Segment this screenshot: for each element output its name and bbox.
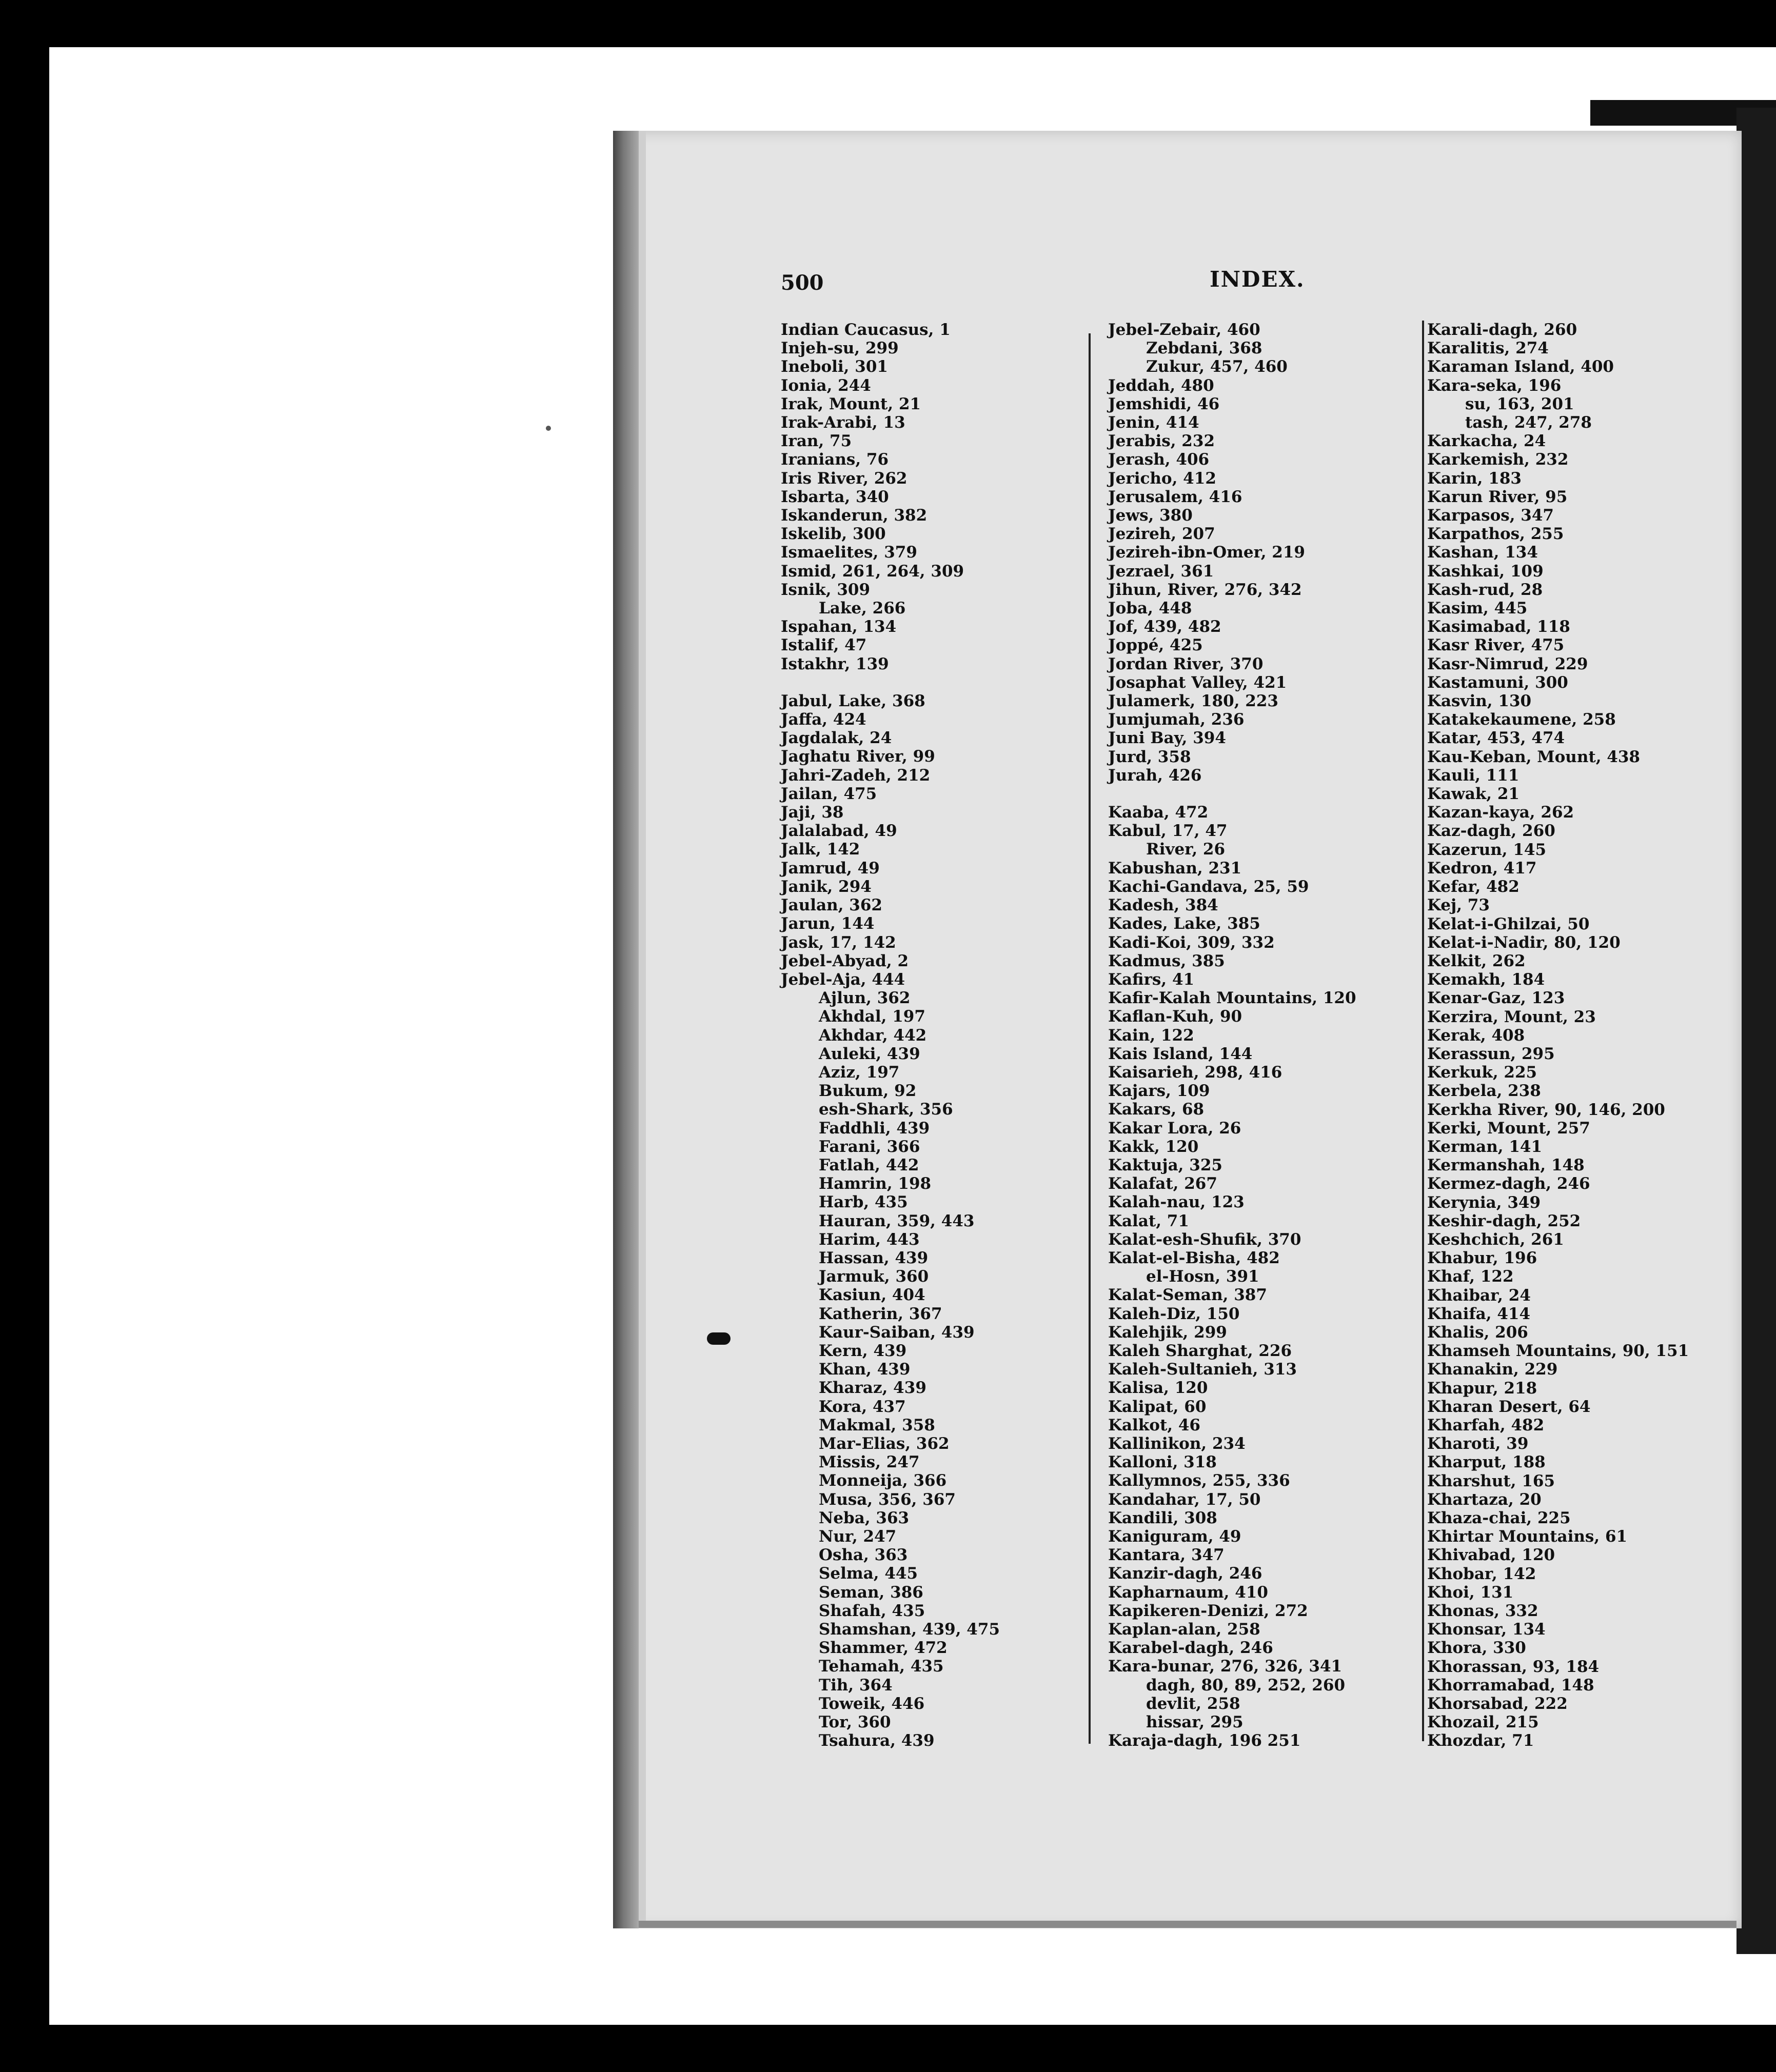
index-entry: Kabul, 17, 47	[1108, 822, 1228, 841]
index-entry: Kallymnos, 255, 336	[1108, 1471, 1290, 1490]
index-entry: Isnik, 309	[781, 580, 871, 599]
index-entry: Joba, 448	[1108, 599, 1192, 618]
index-subentry: su, 163, 201	[1465, 394, 1574, 413]
index-entry: Kalloni, 318	[1108, 1453, 1217, 1472]
index-entry: Juni Bay, 394	[1108, 729, 1226, 748]
index-subentry: Selma, 445	[819, 1564, 918, 1583]
index-subentry: Khan, 439	[819, 1360, 911, 1379]
index-entry: Kaniguram, 49	[1108, 1527, 1241, 1546]
index-entry: Jarun, 144	[781, 914, 875, 933]
index-entry: Kaflan-Kuh, 90	[1108, 1007, 1242, 1026]
index-entry: Kapharnaum, 410	[1108, 1583, 1268, 1602]
index-entry: Kandahar, 17, 50	[1108, 1490, 1261, 1509]
index-entry: Kej, 73	[1427, 896, 1490, 915]
index-entry: Kalipat, 60	[1108, 1397, 1207, 1416]
index-entry: Jahri-Zadeh, 212	[781, 766, 931, 785]
index-subentry: Bukum, 92	[819, 1082, 917, 1101]
index-subentry: Kharaz, 439	[819, 1379, 926, 1398]
index-entry: Kenar-Gaz, 123	[1427, 989, 1565, 1008]
index-entry: Keshir-dagh, 252	[1427, 1211, 1581, 1230]
index-entry: Kais Island, 144	[1108, 1044, 1253, 1063]
index-entry: Kades, Lake, 385	[1108, 914, 1260, 933]
index-entry: Kabushan, 231	[1108, 859, 1242, 878]
index-subentry: Tsahura, 439	[819, 1731, 935, 1750]
ink-smudge	[707, 1332, 731, 1345]
index-entry: Kafirs, 41	[1108, 970, 1195, 989]
index-entry: Istakhr, 139	[781, 654, 889, 673]
index-entry: Khaifa, 414	[1427, 1304, 1531, 1323]
index-subentry: Tor, 360	[819, 1713, 891, 1732]
index-entry: Keshchich, 261	[1427, 1230, 1564, 1249]
index-entry: Jaffa, 424	[781, 710, 866, 729]
index-entry: Isbarta, 340	[781, 487, 889, 506]
index-subentry: Zebdani, 368	[1146, 339, 1262, 358]
index-entry: Jeddah, 480	[1108, 376, 1214, 395]
index-entry: Istalif, 47	[781, 636, 867, 655]
index-entry: Khozdar, 71	[1427, 1731, 1534, 1750]
index-entry: Kafir-Kalah Mountains, 120	[1108, 989, 1356, 1008]
index-entry: Ineboli, 301	[781, 357, 888, 376]
index-entry: Kaplan-alan, 258	[1108, 1620, 1260, 1639]
index-entry: Khoi, 131	[1427, 1583, 1514, 1602]
index-entry: Kasim, 445	[1427, 599, 1528, 618]
index-subentry: Shammer, 472	[819, 1639, 948, 1658]
index-entry: Irak-Arabi, 13	[781, 413, 905, 432]
index-entry: Ionia, 244	[781, 376, 871, 395]
index-subentry: dagh, 80, 89, 252, 260	[1146, 1676, 1346, 1695]
index-entry: Iskanderun, 382	[781, 506, 928, 525]
index-subentry: Neba, 363	[819, 1508, 910, 1527]
index-entry: Iran, 75	[781, 432, 852, 451]
index-entry: Karin, 183	[1427, 469, 1522, 488]
index-entry: Karun River, 95	[1427, 487, 1568, 506]
index-entry: Injeh-su, 299	[781, 339, 899, 358]
index-entry: Jebel-Abyad, 2	[781, 951, 909, 970]
index-subentry: Farani, 366	[819, 1137, 920, 1156]
index-entry: Jerash, 406	[1108, 450, 1210, 469]
scan-speck	[546, 426, 551, 431]
index-column-1	[781, 321, 1000, 1750]
index-entry: Kanzir-dagh, 246	[1108, 1564, 1262, 1583]
index-entry: Kharput, 188	[1427, 1453, 1546, 1472]
index-entry: Kakk, 120	[1108, 1137, 1199, 1156]
index-entry: Karaja-dagh, 196 251	[1108, 1731, 1301, 1750]
index-entry: Jezireh, 207	[1108, 525, 1215, 544]
index-entry: Kalat-Seman, 387	[1108, 1286, 1267, 1305]
index-entry: Jemshidi, 46	[1108, 394, 1220, 413]
index-entry: Kalafat, 267	[1108, 1174, 1217, 1193]
index-entry: Khanakin, 229	[1427, 1360, 1558, 1379]
index-subentry: Akhdar, 442	[819, 1026, 927, 1045]
index-subentry: Shamshan, 439, 475	[819, 1620, 1000, 1639]
index-entry: Kerassun, 295	[1427, 1044, 1555, 1063]
index-entry: Kallinikon, 234	[1108, 1434, 1246, 1453]
index-entry: Karalitis, 274	[1427, 339, 1549, 358]
index-entry: Katar, 453, 474	[1427, 729, 1565, 748]
index-subentry: Ajlun, 362	[819, 989, 911, 1008]
index-subentry: Osha, 363	[819, 1546, 908, 1565]
index-entry: Jailan, 475	[781, 784, 877, 803]
index-subentry: Kasiun, 404	[819, 1286, 925, 1305]
index-subentry: Kern, 439	[819, 1341, 907, 1360]
index-subentry: Hassan, 439	[819, 1248, 929, 1267]
index-entry: Iskelib, 300	[781, 525, 886, 544]
running-head: INDEX.	[1210, 267, 1305, 292]
index-entry: Kantara, 347	[1108, 1546, 1225, 1565]
index-entry: Kerman, 141	[1427, 1137, 1543, 1156]
index-entry: Kachi-Gandava, 25, 59	[1108, 877, 1309, 896]
index-entry: Kasr River, 475	[1427, 636, 1565, 655]
index-entry: Karpathos, 255	[1427, 525, 1564, 544]
index-entry: Khabur, 196	[1427, 1249, 1537, 1268]
index-entry: Janik, 294	[781, 877, 872, 896]
index-entry: Jericho, 412	[1108, 469, 1216, 488]
index-entry: Jordan River, 370	[1108, 654, 1264, 673]
index-column-2	[1108, 321, 1356, 1750]
index-entry: Jumjumah, 236	[1108, 710, 1245, 729]
index-entry: Karkemish, 232	[1427, 450, 1569, 469]
index-entry: Jaji, 38	[781, 803, 844, 822]
index-subentry: Zukur, 457, 460	[1146, 357, 1288, 376]
index-entry: Kaaba, 472	[1108, 803, 1209, 822]
index-entry: Karkacha, 24	[1427, 432, 1546, 451]
index-subentry: Makmal, 358	[819, 1416, 935, 1435]
index-entry: Kharfah, 482	[1427, 1416, 1545, 1435]
index-entry: Karabel-dagh, 246	[1108, 1639, 1273, 1658]
page-gutter-shade	[639, 131, 646, 1928]
index-entry: Katakekaumene, 258	[1427, 710, 1616, 729]
index-entry: Kash-rud, 28	[1427, 580, 1543, 599]
index-entry: Kain, 122	[1108, 1026, 1194, 1045]
index-subentry: Seman, 386	[819, 1583, 923, 1602]
index-entry: Jerusalem, 416	[1108, 487, 1242, 506]
index-entry: Khorsabad, 222	[1427, 1695, 1568, 1714]
index-entry: Jalk, 142	[781, 840, 860, 859]
index-entry: Khonsar, 134	[1427, 1620, 1546, 1639]
page-gutter	[613, 131, 639, 1928]
index-subentry: Musa, 356, 367	[819, 1490, 956, 1509]
index-entry: Jalalabad, 49	[781, 822, 897, 841]
index-subentry: esh-Shark, 356	[819, 1100, 953, 1119]
index-subentry: Jarmuk, 360	[819, 1267, 929, 1286]
index-entry: Kakars, 68	[1108, 1100, 1205, 1119]
index-subentry: Hauran, 359, 443	[819, 1211, 975, 1230]
section-gap	[1108, 785, 1356, 803]
index-entry: Kauli, 111	[1427, 766, 1520, 785]
index-entry: Karaman Island, 400	[1427, 357, 1614, 376]
index-entry: Kelat-i-Nadir, 80, 120	[1427, 933, 1621, 952]
index-entry: Jebel-Aja, 444	[781, 970, 905, 989]
index-subentry: Harim, 443	[819, 1230, 920, 1249]
index-entry: Khorassan, 93, 184	[1427, 1657, 1600, 1676]
index-subentry: Tehamah, 435	[819, 1657, 944, 1676]
index-subentry: Tih, 364	[819, 1676, 893, 1695]
index-subentry: Kora, 437	[819, 1397, 906, 1416]
index-subentry: Hamrin, 198	[819, 1174, 932, 1193]
index-entry: Kerzira, Mount, 23	[1427, 1007, 1596, 1026]
index-entry: Jebel-Zebair, 460	[1108, 321, 1260, 339]
index-entry: Kalat, 71	[1108, 1211, 1189, 1230]
index-entry: Kemakh, 184	[1427, 970, 1545, 989]
index-entry: Kawak, 21	[1427, 785, 1520, 804]
index-subentry: Lake, 266	[819, 599, 906, 618]
index-entry: Jamrud, 49	[781, 859, 880, 878]
index-entry: Indian Caucasus, 1	[781, 321, 951, 339]
index-entry: Ismid, 261, 264, 309	[781, 562, 964, 581]
index-entry: Khozail, 215	[1427, 1713, 1539, 1732]
column-rule	[1422, 321, 1424, 1741]
section-gap	[781, 673, 1000, 692]
index-entry: Jagdalak, 24	[781, 729, 892, 748]
index-entry: Ismaelites, 379	[781, 543, 917, 562]
index-entry: Kalat-el-Bisha, 482	[1108, 1248, 1280, 1267]
page-number: 500	[781, 271, 824, 295]
index-entry: Khamseh Mountains, 90, 151	[1427, 1342, 1689, 1361]
index-entry: Kadi-Koi, 309, 332	[1108, 933, 1275, 952]
index-entry: Jask, 17, 142	[781, 933, 896, 952]
index-subentry: Kaur-Saiban, 439	[819, 1323, 975, 1342]
index-entry: Kalah-nau, 123	[1108, 1193, 1245, 1212]
index-entry: Kaleh-Diz, 150	[1108, 1304, 1240, 1323]
index-entry: Khobar, 142	[1427, 1564, 1536, 1583]
index-entry: Kashan, 134	[1427, 543, 1538, 562]
index-subentry: devlit, 258	[1146, 1694, 1240, 1713]
index-entry: Karali-dagh, 260	[1427, 321, 1577, 339]
index-entry: Khorramabad, 148	[1427, 1676, 1594, 1695]
index-subentry: tash, 247, 278	[1465, 413, 1592, 432]
index-entry: Kapikeren-Denizi, 272	[1108, 1601, 1308, 1620]
index-entry: Jihun, River, 276, 342	[1108, 580, 1302, 599]
index-entry: Kara-seka, 196	[1427, 376, 1562, 395]
index-entry: Kharshut, 165	[1427, 1471, 1555, 1490]
index-entry: Kelat-i-Ghilzai, 50	[1427, 914, 1590, 933]
index-entry: Kashkai, 109	[1427, 562, 1544, 581]
index-entry: Kajars, 109	[1108, 1082, 1210, 1101]
index-entry: Khalis, 206	[1427, 1323, 1528, 1342]
index-entry: Jurah, 426	[1108, 766, 1202, 785]
index-entry: Kadmus, 385	[1108, 951, 1225, 970]
index-entry: Kandili, 308	[1108, 1508, 1217, 1527]
index-entry: Kelkit, 262	[1427, 951, 1526, 970]
index-entry: Kastamuni, 300	[1427, 673, 1568, 692]
index-entry: Kharan Desert, 64	[1427, 1397, 1591, 1416]
index-entry: Kerkha River, 90, 146, 200	[1427, 1100, 1665, 1119]
index-entry: Kaleh Sharghat, 226	[1108, 1341, 1292, 1360]
index-subentry: Nur, 247	[819, 1527, 897, 1546]
index-entry: Kakar Lora, 26	[1108, 1119, 1241, 1138]
index-entry: Kalisa, 120	[1108, 1379, 1208, 1398]
index-subentry: Missis, 247	[819, 1453, 920, 1472]
index-entry: Kerynia, 349	[1427, 1193, 1541, 1212]
index-entry: Kermanshah, 148	[1427, 1156, 1585, 1175]
page-bottom-edge	[639, 1921, 1736, 1928]
index-entry: Kharoti, 39	[1427, 1435, 1529, 1453]
index-subentry: Monneija, 366	[819, 1471, 947, 1490]
index-entry: Iranians, 76	[781, 450, 889, 469]
index-entry: Kalkot, 46	[1108, 1416, 1201, 1435]
index-entry: Kasr-Nimrud, 229	[1427, 654, 1588, 673]
index-entry: Jezrael, 361	[1108, 562, 1214, 581]
index-subentry: el-Hosn, 391	[1146, 1267, 1259, 1286]
column-rule	[1089, 333, 1091, 1744]
index-subentry: Fatlah, 442	[819, 1155, 919, 1174]
index-entry: Khirtar Mountains, 61	[1427, 1527, 1628, 1546]
index-entry: Jenin, 414	[1108, 413, 1199, 432]
index-entry: Kaleh-Sultanieh, 313	[1108, 1360, 1297, 1379]
index-entry: Karpasos, 347	[1427, 506, 1554, 525]
index-entry: Khaza-chai, 225	[1427, 1509, 1571, 1527]
index-entry: Kefar, 482	[1427, 878, 1520, 896]
index-column-3	[1427, 321, 1689, 1750]
index-entry: Kerki, Mount, 257	[1427, 1119, 1590, 1138]
index-subentry: River, 26	[1146, 840, 1226, 859]
index-entry: Jerabis, 232	[1108, 432, 1215, 451]
index-subentry: hissar, 295	[1146, 1713, 1244, 1732]
index-entry: Khapur, 218	[1427, 1379, 1537, 1398]
index-entry: Josaphat Valley, 421	[1108, 673, 1287, 692]
index-entry: Jaulan, 362	[781, 896, 882, 915]
index-entry: Ispahan, 134	[781, 617, 897, 636]
index-subentry: Faddhli, 439	[819, 1119, 930, 1138]
index-entry: Kasimabad, 118	[1427, 617, 1570, 636]
index-entry: Iris River, 262	[781, 469, 907, 488]
index-entry: Khaibar, 24	[1427, 1286, 1531, 1305]
index-entry: Kermez-dagh, 246	[1427, 1174, 1590, 1193]
index-subentry: Auleki, 439	[819, 1044, 920, 1063]
index-entry: Khonas, 332	[1427, 1602, 1538, 1621]
index-entry: Kasvin, 130	[1427, 692, 1532, 711]
index-subentry: Akhdal, 197	[819, 1007, 925, 1026]
book-cover-edge-right	[1736, 108, 1776, 1954]
index-entry: Jezireh-ibn-Omer, 219	[1108, 543, 1305, 562]
index-entry: Jurd, 358	[1108, 747, 1191, 766]
index-entry: Kerak, 408	[1427, 1026, 1525, 1045]
index-entry: Julamerk, 180, 223	[1108, 692, 1278, 711]
index-entry: Kara-bunar, 276, 326, 341	[1108, 1657, 1343, 1676]
index-entry: Kaisarieh, 298, 416	[1108, 1063, 1282, 1082]
index-entry: Kaktuja, 325	[1108, 1155, 1222, 1174]
index-subentry: Toweik, 446	[819, 1694, 925, 1713]
index-entry: Kerkuk, 225	[1427, 1063, 1537, 1082]
index-entry: Kedron, 417	[1427, 859, 1537, 878]
index-entry: Khora, 330	[1427, 1639, 1526, 1658]
index-subentry: Harb, 435	[819, 1193, 908, 1212]
index-entry: Jaghatu River, 99	[781, 747, 935, 766]
index-entry: Kazan-kaya, 262	[1427, 803, 1574, 822]
index-entry: Joppé, 425	[1108, 636, 1203, 655]
index-entry: Kadesh, 384	[1108, 896, 1218, 915]
index-entry: Khivabad, 120	[1427, 1546, 1555, 1565]
index-entry: Kazerun, 145	[1427, 840, 1547, 859]
index-entry: Irak, Mount, 21	[781, 394, 921, 413]
index-entry: Kerbela, 238	[1427, 1082, 1541, 1101]
index-entry: Jabul, Lake, 368	[781, 691, 925, 710]
index-subentry: Aziz, 197	[819, 1063, 900, 1082]
index-entry: Kau-Keban, Mount, 438	[1427, 747, 1640, 766]
index-entry: Jof, 439, 482	[1108, 617, 1221, 636]
index-entry: Kalehjik, 299	[1108, 1323, 1227, 1342]
index-entry: Jews, 380	[1108, 506, 1193, 525]
index-entry: Khartaza, 20	[1427, 1490, 1542, 1509]
index-entry: Khaf, 122	[1427, 1267, 1514, 1286]
index-entry: Kalat-esh-Shufik, 370	[1108, 1230, 1301, 1249]
index-subentry: Mar-Elias, 362	[819, 1434, 950, 1453]
index-subentry: Shafah, 435	[819, 1601, 925, 1620]
index-subentry: Katherin, 367	[819, 1304, 942, 1323]
index-entry: Kaz-dagh, 260	[1427, 822, 1555, 841]
